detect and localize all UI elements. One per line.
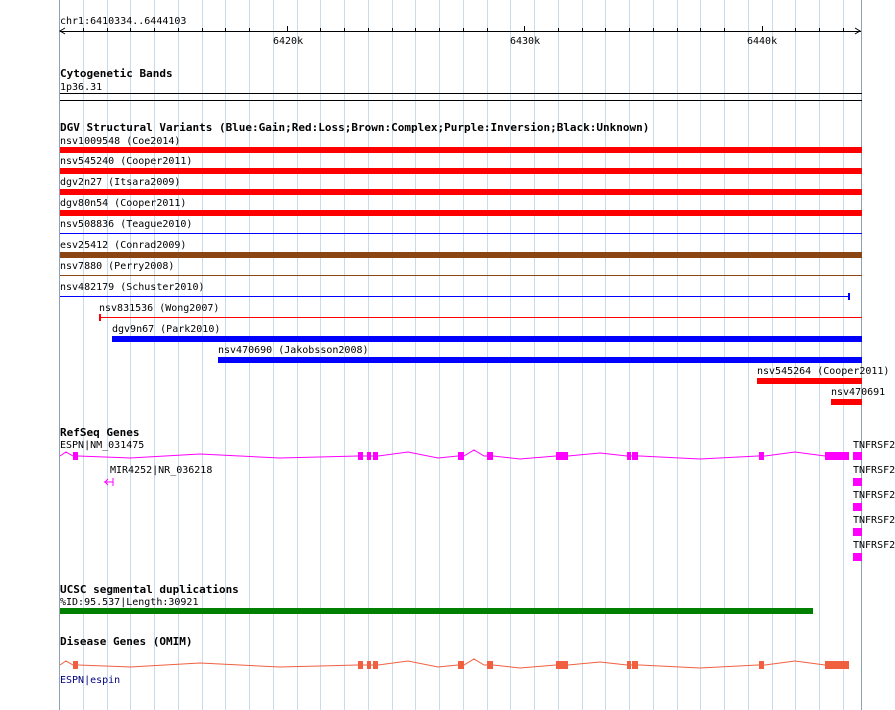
gene-label[interactable]: TNFRSF2 <box>853 490 895 501</box>
gene-label[interactable]: ESPN|NM_031475 <box>60 440 145 451</box>
segdup-track-title[interactable]: UCSC segmental duplications <box>60 583 239 596</box>
variant-label[interactable]: nsv545240 (Cooper2011) <box>60 156 193 167</box>
variant-label[interactable]: esv25412 (Conrad2009) <box>60 240 187 251</box>
variant-label[interactable]: dgv80n54 (Cooper2011) <box>60 198 187 209</box>
ruler-location: chr1:6410334..6444103 <box>60 16 187 27</box>
variant-label[interactable]: nsv482179 (Schuster2010) <box>60 282 205 293</box>
variant-label[interactable]: nsv831536 (Wong2007) <box>99 303 220 314</box>
gene-label[interactable]: TNFRSF2 <box>853 465 895 476</box>
cytoband-track-title[interactable]: Cytogenetic Bands <box>60 67 173 80</box>
variant-label[interactable]: dgv2n27 (Itsara2009) <box>60 177 181 188</box>
gene-label[interactable]: TNFRSF2 <box>853 515 895 526</box>
omim-label[interactable]: ESPN|espin <box>60 675 121 686</box>
variant-label[interactable]: nsv7880 (Perry2008) <box>60 261 175 272</box>
refseq-track-title[interactable]: RefSeq Genes <box>60 426 140 439</box>
ruler-tick-label: 6440k <box>747 36 778 47</box>
dgv-track-title[interactable]: DGV Structural Variants (Blue:Gain;Red:Loss;Brown:Complex;Purple:Inversion;Black:Unknown) <box>60 121 650 134</box>
gene-label[interactable]: MIR4252|NR_036218 <box>110 465 213 476</box>
segdup-label[interactable]: %ID:95.537|Length:30921 <box>60 597 199 608</box>
variant-label[interactable]: nsv545264 (Cooper2011) <box>757 366 890 377</box>
cytoband-label: 1p36.31 <box>60 82 103 93</box>
gene-label[interactable]: TNFRSF2 <box>853 440 895 451</box>
omim-track-title[interactable]: Disease Genes (OMIM) <box>60 635 193 648</box>
variant-label[interactable]: nsv508836 (Teague2010) <box>60 219 193 230</box>
ruler-tick-label: 6430k <box>510 36 541 47</box>
variant-label[interactable]: nsv470691 <box>831 387 886 398</box>
gene-label[interactable]: TNFRSF2 <box>853 540 895 551</box>
variant-label[interactable]: nsv470690 (Jakobsson2008) <box>218 345 369 356</box>
ruler-tick-label: 6420k <box>273 36 304 47</box>
variant-label[interactable]: nsv1009548 (Coe2014) <box>60 136 181 147</box>
variant-label[interactable]: dgv9n67 (Park2010) <box>112 324 221 335</box>
